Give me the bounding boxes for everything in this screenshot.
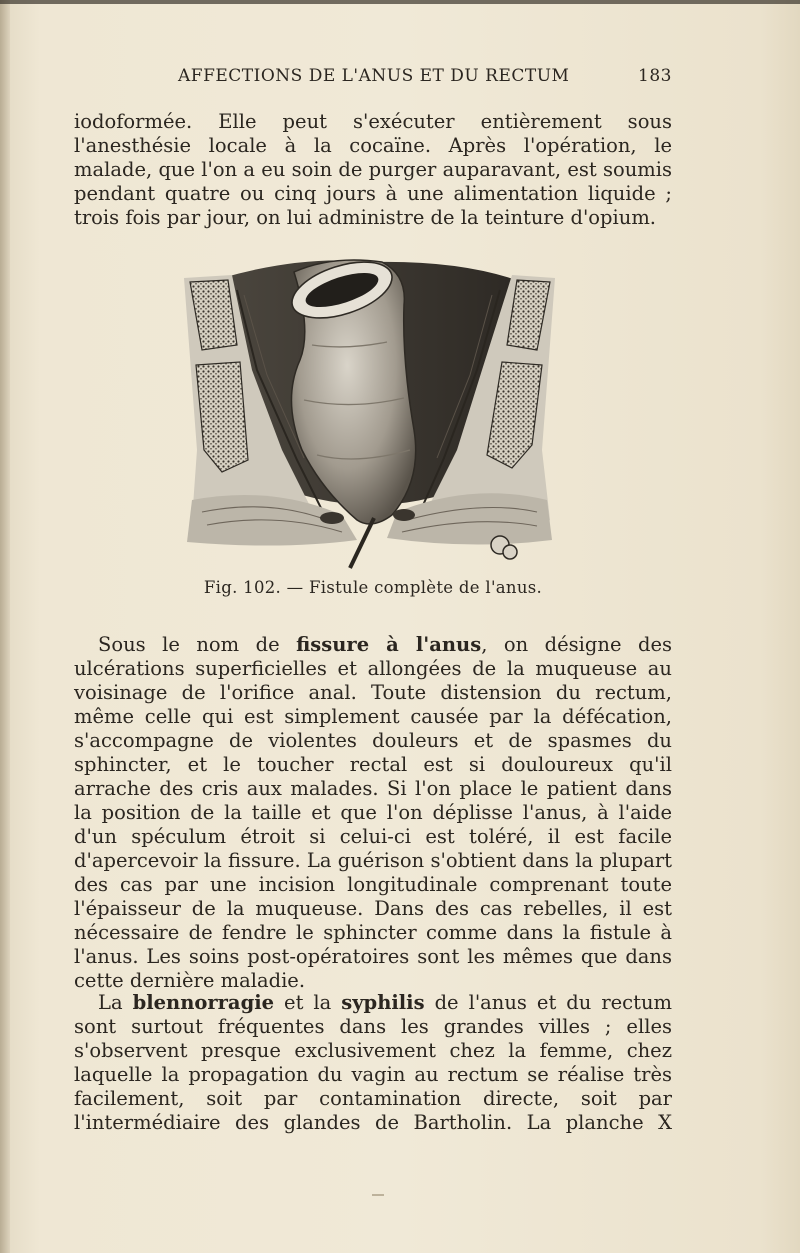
running-title: AFFECTIONS DE L'ANUS ET DU RECTUM — [178, 66, 570, 86]
paragraph-1-text: iodoformée. Elle peut s'exécuter entièrement sous l'anesthésie locale à la cocaïne. Après l'opération, le malade, que l'on a eu soin de purger auparavant, est soumis pendant quatre ou cinq jours à une alimentation liquide ; trois fois par jour, on lui administre de la teinture d'opium. — [74, 110, 672, 229]
running-header — [74, 66, 672, 92]
paragraph-2-text: , on désigne des ulcérations superficielles et allongées de la muqueuse au voisinage de l'orifice anal. Toute distension du rectum, même celle qui est simplement causée par la défécation, s'accompagne de violentes douleurs et de spasmes du sphincter, et le toucher rectal est si douloureux qu'il arrache des cris aux malades. Si l'on place le patient dans la position de la taille et que l'on déplisse l'anus, à l'aide d'un spéculum étroit si celui-ci est toléré, il est facile d'apercevoir la fissure. La guérison s'obtient dans la plupart des cas par une incision longitudinale comprenant toute l'épaisseur de la muqueuse. Dans des cas rebelles, il est nécessaire de fendre le sphincter comme dans la fistule à l'anus. Les soins post-opératoires sont les mêmes que dans cette dernière maladie. — [74, 633, 672, 992]
term-blennorragie: blennorragie — [132, 991, 275, 1014]
paragraph-3-mid: et la — [274, 991, 342, 1014]
page-number: 183 — [638, 66, 672, 86]
term-syphilis: syphilis — [341, 991, 425, 1014]
fistula-opening — [393, 509, 415, 521]
page-spine-shadow — [0, 0, 10, 1253]
paragraph-1 — [74, 110, 672, 230]
anal-fistula-illustration — [182, 250, 557, 572]
paragraph-2 — [74, 633, 672, 993]
page-top-edge — [0, 0, 800, 4]
term-fissure: fissure à l'anus — [296, 633, 482, 656]
external-tag-lower — [503, 545, 517, 559]
paragraph-3-intro: La — [98, 991, 133, 1014]
fistula-probe — [350, 518, 374, 568]
paragraph-3 — [74, 991, 672, 1135]
anal-orifice — [320, 512, 344, 524]
figure-caption: Fig. 102. — Fistule complète de l'anus. — [203, 578, 543, 597]
paragraph-2-intro: Sous le nom de — [98, 633, 297, 656]
footer-mark — [372, 1194, 384, 1196]
paragraph-3-text: de l'anus et du rectum sont surtout fréquentes dans les grandes villes ; elles s'observent presque exclusivement chez la femme, chez laquelle la propagation du vagin au rectum se réalise très facilement, soit par contamination directe, soit par l'intermédiaire des glandes de Bartholin. La planche X — [74, 991, 672, 1134]
